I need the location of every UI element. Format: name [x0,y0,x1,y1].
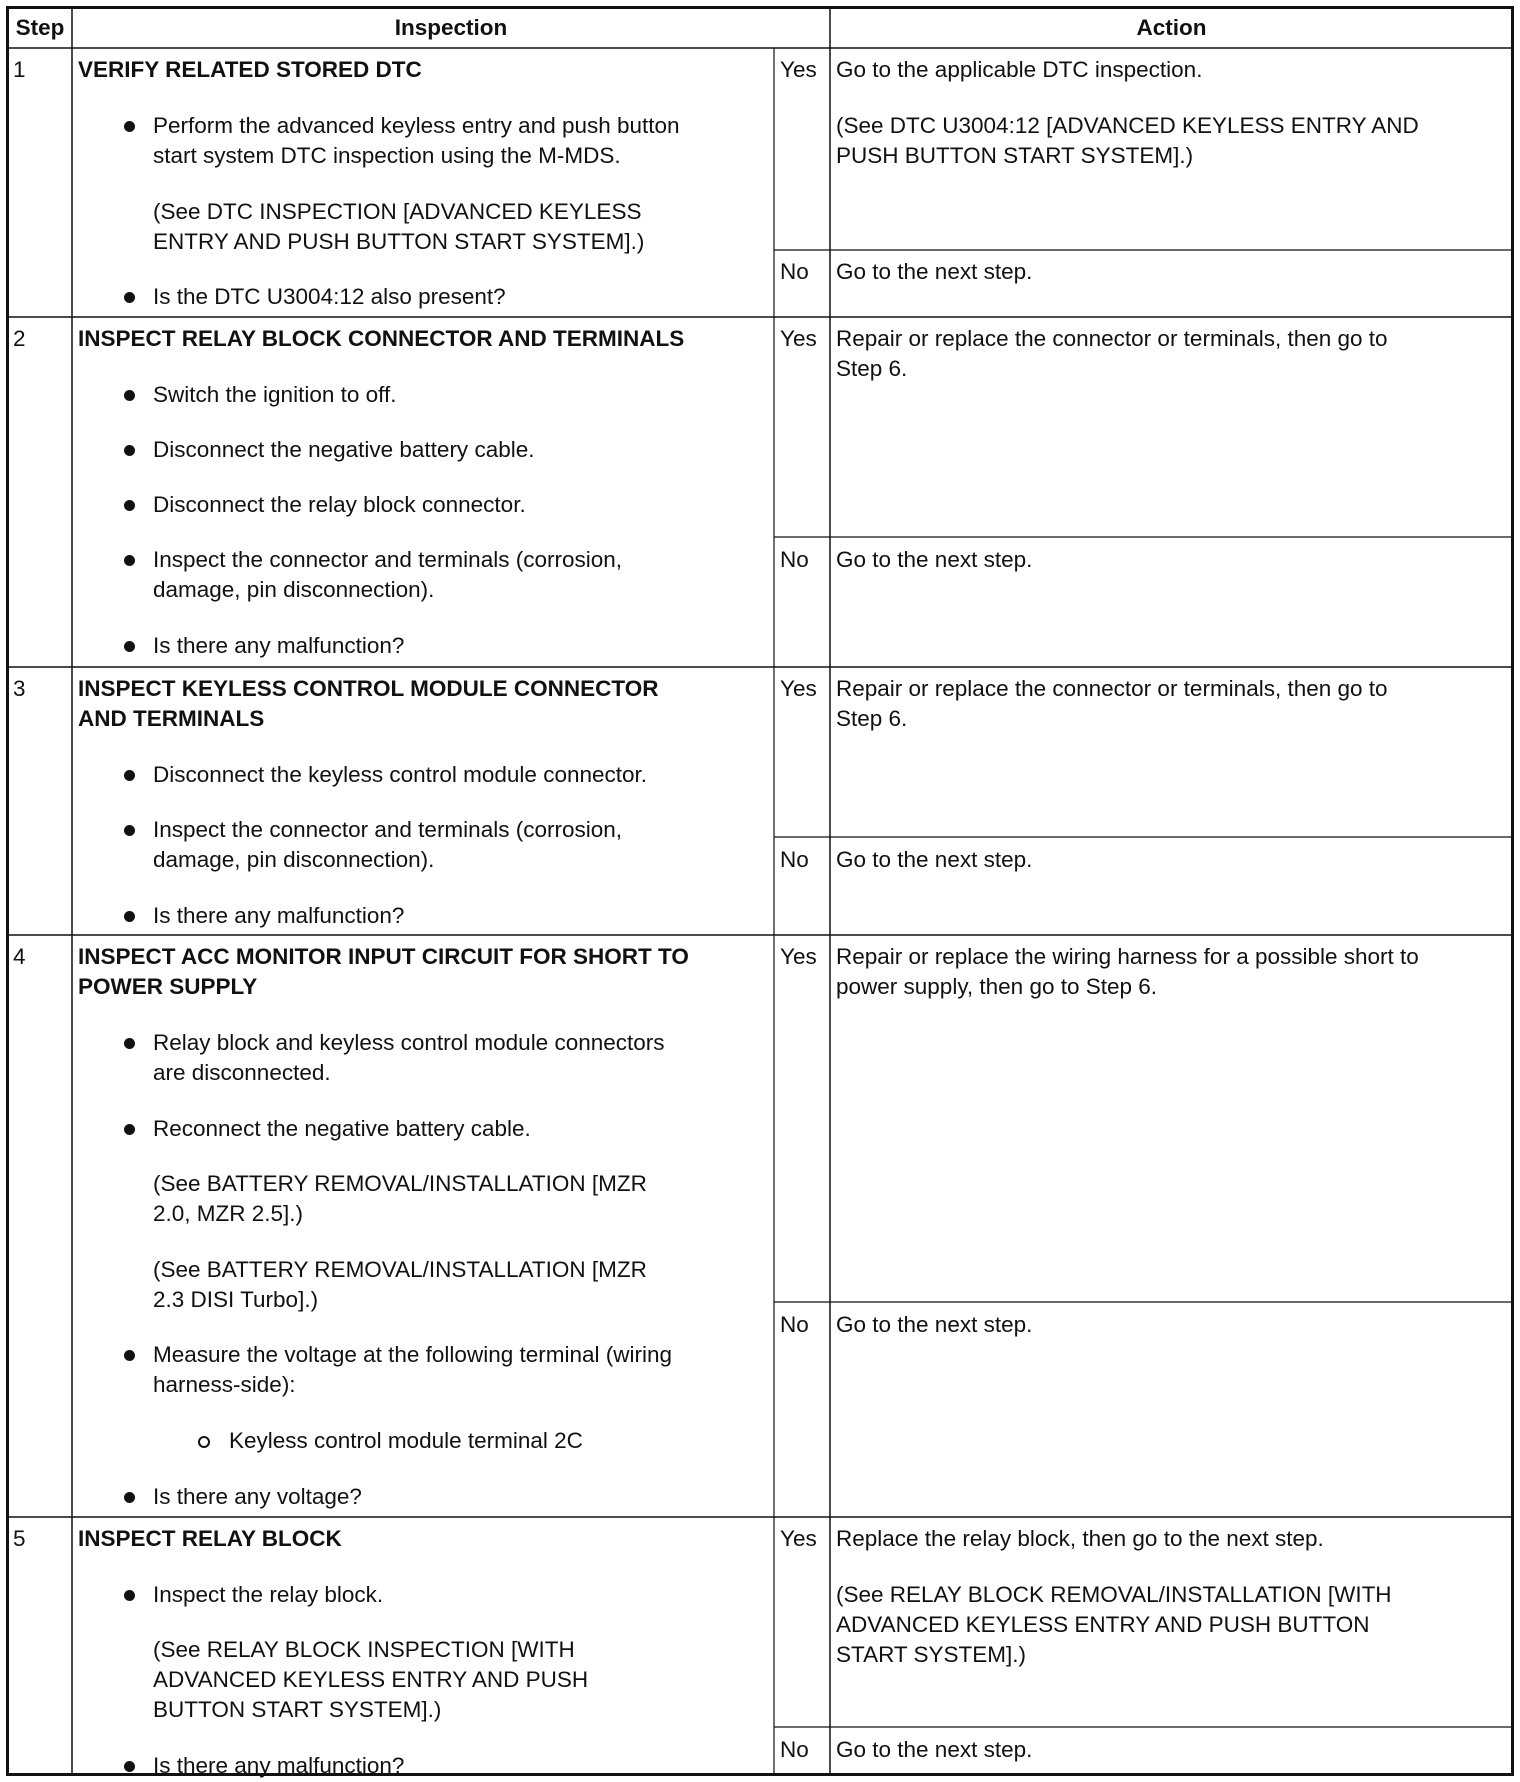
header-inspection: Inspection [394,15,508,40]
bullet-icon [124,1038,135,1049]
bullet-icon [124,1492,135,1503]
inspection-bullet: Disconnect the relay block connector. [153,492,526,517]
reference-note-cont: BUTTON START SYSTEM].) [153,1697,442,1722]
inspection-bullet: Is there any malfunction? [153,633,405,658]
no-label: No [780,1737,809,1762]
yes-action-reference-cont: PUSH BUTTON START SYSTEM].) [836,143,1194,168]
bullet-icon [124,1761,135,1772]
bullet-icon [124,641,135,652]
reference-note-cont: 2.0, MZR 2.5].) [153,1201,304,1226]
yes-action-reference-cont: START SYSTEM].) [836,1642,1027,1667]
inspection-bullet: Is the DTC U3004:12 also present? [153,284,506,309]
step-title: VERIFY RELATED STORED DTC [78,57,422,82]
inspection-bullet: Is there any voltage? [153,1484,362,1509]
inspection-bullet: Is there any malfunction? [153,903,405,928]
yes-action-reference-cont: ADVANCED KEYLESS ENTRY AND PUSH BUTTON [836,1612,1370,1637]
yes-action-reference: (See RELAY BLOCK REMOVAL/INSTALLATION [WITH [836,1582,1392,1607]
yes-label: Yes [780,326,817,351]
bullet-icon [124,825,135,836]
bullet-icon [124,770,135,781]
inspection-bullet-cont: start system DTC inspection using the M-MDS. [153,143,621,168]
inspection-bullet: Reconnect the negative battery cable. [153,1116,531,1141]
header-action: Action [1136,15,1207,40]
bullet-icon [124,1350,135,1361]
bullet-icon [124,121,135,132]
inspection-bullet-cont: damage, pin disconnection). [153,577,435,602]
step-number: 3 [13,676,26,701]
yes-action: Go to the applicable DTC inspection. [836,57,1203,82]
reference-note: (See BATTERY REMOVAL/INSTALLATION [MZR [153,1257,647,1282]
reference-note: (See RELAY BLOCK INSPECTION [WITH [153,1637,575,1662]
yes-label: Yes [780,1526,817,1551]
yes-action: Repair or replace the connector or terminals, then go to [836,326,1388,351]
step-title-cont: AND TERMINALS [78,706,265,731]
bullet-icon [124,911,135,922]
yes-action-cont: Step 6. [836,706,908,731]
inspection-bullet: Switch the ignition to off. [153,382,397,407]
yes-label: Yes [780,944,817,969]
inspection-bullet-cont: are disconnected. [153,1060,331,1085]
inspection-bullet: Is there any malfunction? [153,1753,405,1778]
step-title: INSPECT RELAY BLOCK [78,1526,342,1551]
step-number: 2 [13,326,26,351]
inspection-bullet-cont: damage, pin disconnection). [153,847,435,872]
inspection-bullet: Disconnect the negative battery cable. [153,437,535,462]
inspection-sub-bullet: Keyless control module terminal 2C [229,1428,583,1453]
inspection-bullet: Relay block and keyless control module connectors [153,1030,665,1055]
inspection-bullet-cont: harness-side): [153,1372,296,1397]
no-action: Go to the next step. [836,1737,1033,1762]
inspection-bullet: Inspect the connector and terminals (corrosion, [153,547,622,572]
inspection-bullet: Inspect the relay block. [153,1582,384,1607]
no-label: No [780,259,809,284]
reference-note-cont: 2.3 DISI Turbo].) [153,1287,319,1312]
bullet-icon [124,292,135,303]
header-step: Step [15,15,65,40]
bullet-icon [124,445,135,456]
bullet-icon [124,1590,135,1601]
inspection-bullet: Perform the advanced keyless entry and push button [153,113,680,138]
no-action: Go to the next step. [836,259,1033,284]
reference-note-cont: ADVANCED KEYLESS ENTRY AND PUSH [153,1667,589,1692]
inspection-bullet: Disconnect the keyless control module connector. [153,762,648,787]
step-number: 1 [13,57,26,82]
step-title: INSPECT KEYLESS CONTROL MODULE CONNECTOR [78,676,659,701]
yes-action-reference: (See DTC U3004:12 [ADVANCED KEYLESS ENTRY AND [836,113,1419,138]
no-action: Go to the next step. [836,847,1033,872]
inspection-bullet: Inspect the connector and terminals (corrosion, [153,817,622,842]
bullet-icon [124,500,135,511]
yes-action: Repair or replace the connector or terminals, then go to [836,676,1388,701]
yes-label: Yes [780,57,817,82]
step-title-cont: POWER SUPPLY [78,974,258,999]
step-title: INSPECT ACC MONITOR INPUT CIRCUIT FOR SHORT TO [78,944,689,969]
no-action: Go to the next step. [836,1312,1033,1337]
no-label: No [780,1312,809,1337]
sub-bullet-icon [198,1436,210,1448]
yes-label: Yes [780,676,817,701]
bullet-icon [124,1124,135,1135]
bullet-icon [124,555,135,566]
step-title: INSPECT RELAY BLOCK CONNECTOR AND TERMINALS [78,326,685,351]
bullet-icon [124,390,135,401]
no-label: No [780,847,809,872]
reference-note: (See DTC INSPECTION [ADVANCED KEYLESS [153,199,642,224]
reference-note-cont: ENTRY AND PUSH BUTTON START SYSTEM].) [153,229,645,254]
yes-action-cont: Step 6. [836,356,908,381]
yes-action: Replace the relay block, then go to the next step. [836,1526,1324,1551]
inspection-bullet: Measure the voltage at the following terminal (wiring [153,1342,673,1367]
step-number: 5 [13,1526,26,1551]
step-number: 4 [13,944,26,969]
reference-note: (See BATTERY REMOVAL/INSTALLATION [MZR [153,1171,647,1196]
no-label: No [780,547,809,572]
no-action: Go to the next step. [836,547,1033,572]
yes-action: Repair or replace the wiring harness for a possible short to [836,944,1419,969]
yes-action-cont: power supply, then go to Step 6. [836,974,1158,999]
